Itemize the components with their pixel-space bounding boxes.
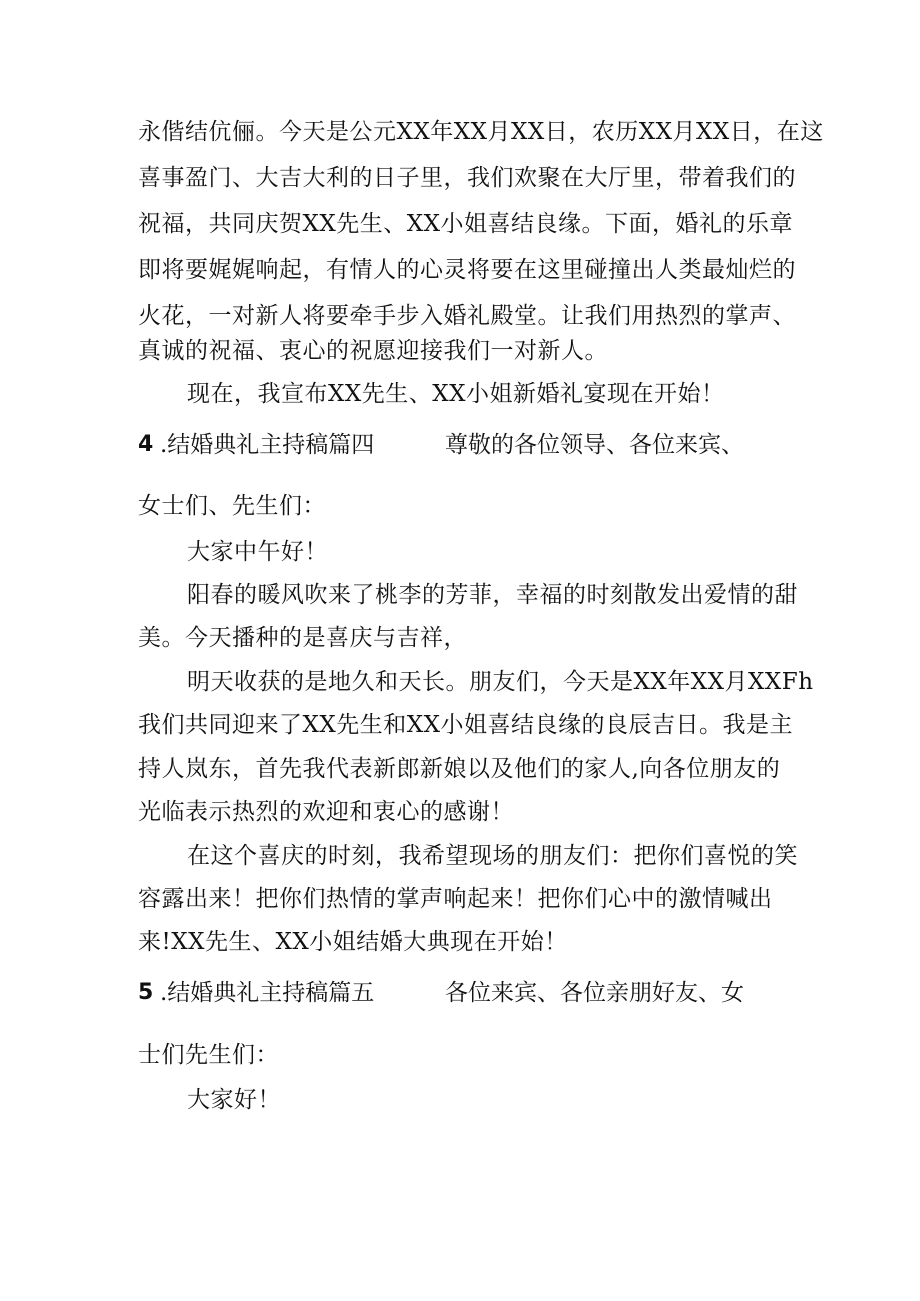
paragraph-line: 在这个喜庆的时刻，我希望现场的朋友们：把你们喜悦的笑 <box>187 843 798 869</box>
paragraph-line: 阳春的暖风吹来了桃李的芳菲，幸福的时刻散发出爱情的甜 <box>187 582 798 608</box>
section-4-continuation: 女士们、先生们： <box>138 493 326 519</box>
paragraph-line: 容露出来！把你们热情的掌声响起来！把你们心中的激情喊出 <box>138 886 773 912</box>
paragraph-line: 光临表示热烈的欢迎和衷心的感谢！ <box>138 799 514 825</box>
paragraph-line: 喜事盈门、大吉大利的日子里，我们欢聚在大厅里，带着我们的 <box>138 165 796 191</box>
paragraph-line: 明天收获的是地久和天长。朋友们，今天是XX年XX月XXFh <box>187 669 814 695</box>
paragraph-line: 即将要娓娓响起，有情人的心灵将要在这里碰撞出人类最灿烂的 <box>138 257 796 283</box>
greeting: 大家中午好！ <box>187 539 328 565</box>
paragraph-line: 持人岚东，首先我代表新郎新娘以及他们的家人,向各位朋友的 <box>138 756 781 782</box>
paragraph-line: 美。今天播种的是喜庆与吉祥， <box>138 625 467 651</box>
section-5-number: 5 <box>138 980 154 1005</box>
paragraph-line: 真诚的祝福、衷心的祝愿迎接我们一对新人。 <box>138 338 608 364</box>
section-4-title: .结婚典礼主持稿篇四 <box>160 432 375 458</box>
section-5-continuation: 士们先生们： <box>138 1042 279 1068</box>
paragraph-line: 永偕结伉俪。今天是公元XX年XX月XX日，农历XX月XX日，在这 <box>138 119 824 145</box>
section-5-title: .结婚典礼主持稿篇五 <box>160 980 375 1006</box>
paragraph-line: 我们共同迎来了XX先生和XX小姐喜结良缘的良辰吉日。我是主 <box>138 712 793 738</box>
section-5-tail: 各位来宾、各位亲朋好友、女 <box>445 980 744 1006</box>
greeting: 大家好！ <box>187 1087 281 1113</box>
paragraph-line: 来!XX先生、XX小姐结婚大典现在开始！ <box>138 929 568 955</box>
paragraph-line: 火花，一对新人将要牵手步入婚礼殿堂。让我们用热烈的掌声、 <box>138 303 796 329</box>
paragraph-line: 现在，我宣布XX先生、XX小姐新婚礼宴现在开始！ <box>187 381 725 407</box>
section-4-tail: 尊敬的各位领导、各位来宾、 <box>445 432 744 458</box>
section-4-number: 4 <box>138 432 154 457</box>
paragraph-line: 祝福，共同庆贺XX先生、XX小姐喜结良缘。下面，婚礼的乐章 <box>138 211 793 237</box>
